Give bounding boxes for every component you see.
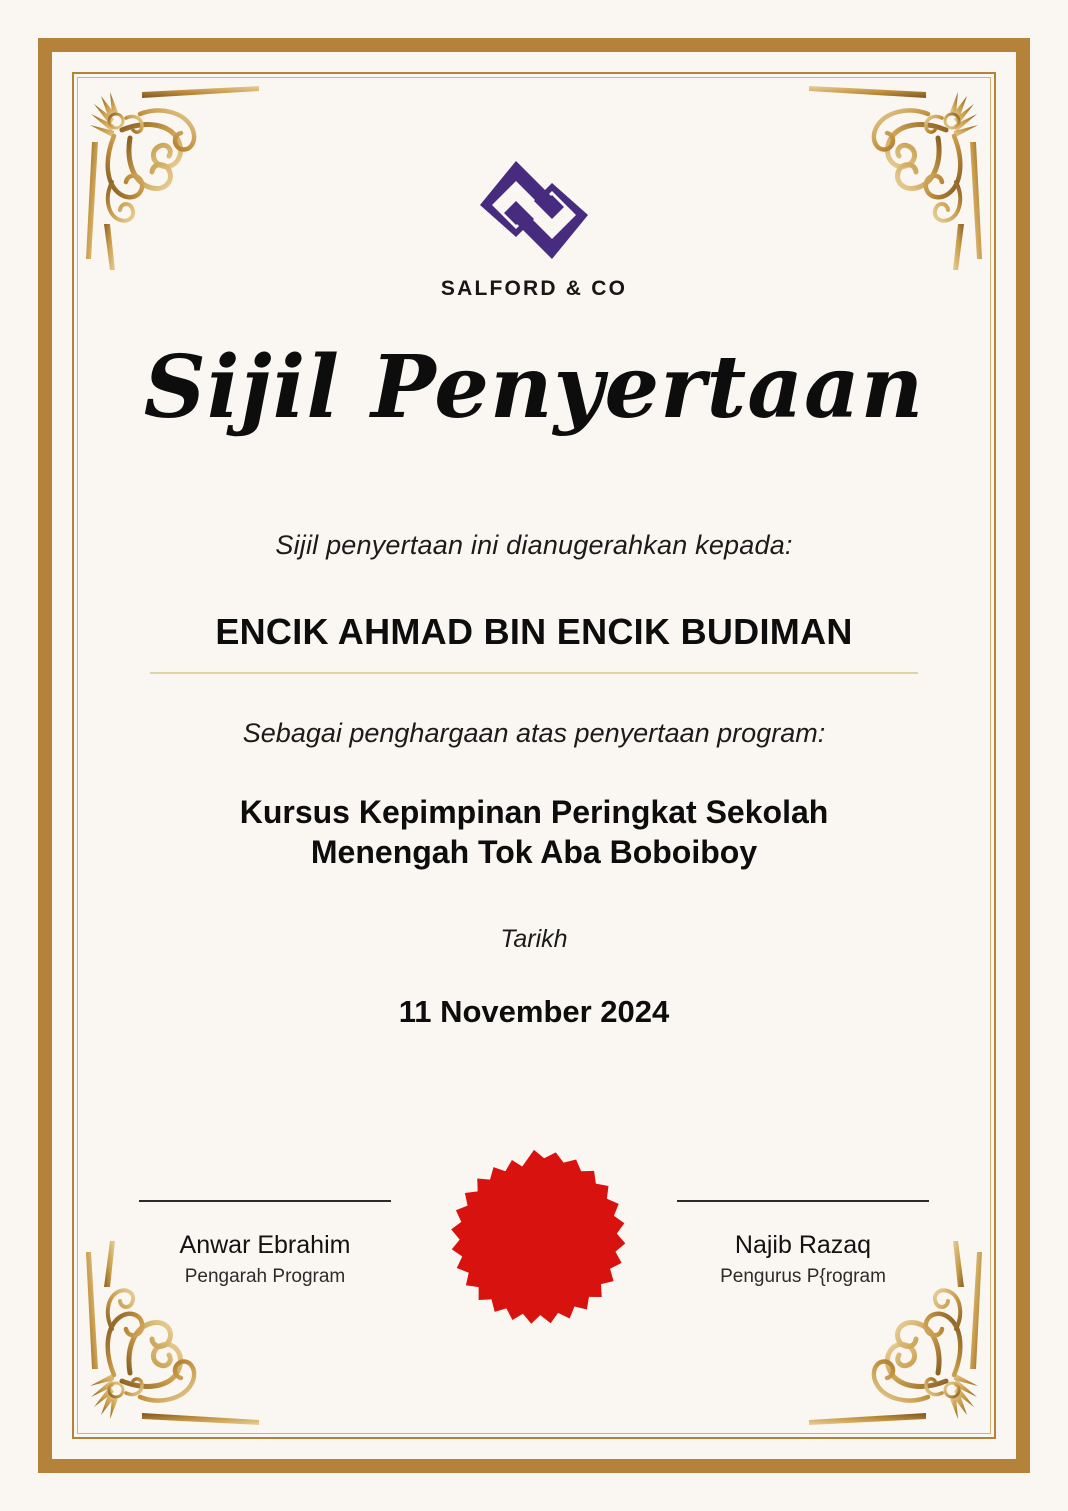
date-label: Tarikh	[500, 924, 568, 953]
award-lead-text: Sijil penyertaan ini dianugerahkan kepada:	[275, 530, 793, 560]
program-lead-text: Sebagai penghargaan atas penyertaan program:	[242, 718, 826, 748]
signature-block-left	[139, 1200, 391, 1288]
page-title: Sijil Penyertaan	[143, 337, 925, 438]
signature-line	[139, 1200, 391, 1202]
signature-line	[677, 1200, 929, 1202]
program-name-line-1: Kursus Kepimpinan Peringkat Sekolah	[239, 794, 829, 830]
program-name	[80, 792, 988, 873]
recipient-name: ENCIK AHMAD BIN ENCIK BUDIMAN	[215, 611, 853, 652]
certificate-body	[80, 530, 988, 1030]
date-value: 11 November 2024	[398, 993, 670, 1029]
brand-block	[0, 155, 1068, 301]
starburst-seal-icon	[436, 1142, 632, 1338]
interlocking-diamonds-logo	[472, 155, 596, 265]
recipient-name-rule	[150, 672, 918, 674]
signatory-name: Anwar Ebrahim	[179, 1231, 351, 1259]
signature-block-right	[677, 1200, 929, 1288]
signatory-role: Pengarah Program	[184, 1266, 346, 1287]
brand-name: SALFORD & CO	[440, 277, 628, 300]
program-name-line-2: Menengah Tok Aba Boboiboy	[310, 834, 758, 871]
signatory-name: Najib Razaq	[734, 1231, 872, 1259]
signatory-role: Pengurus P{rogram	[720, 1266, 886, 1287]
